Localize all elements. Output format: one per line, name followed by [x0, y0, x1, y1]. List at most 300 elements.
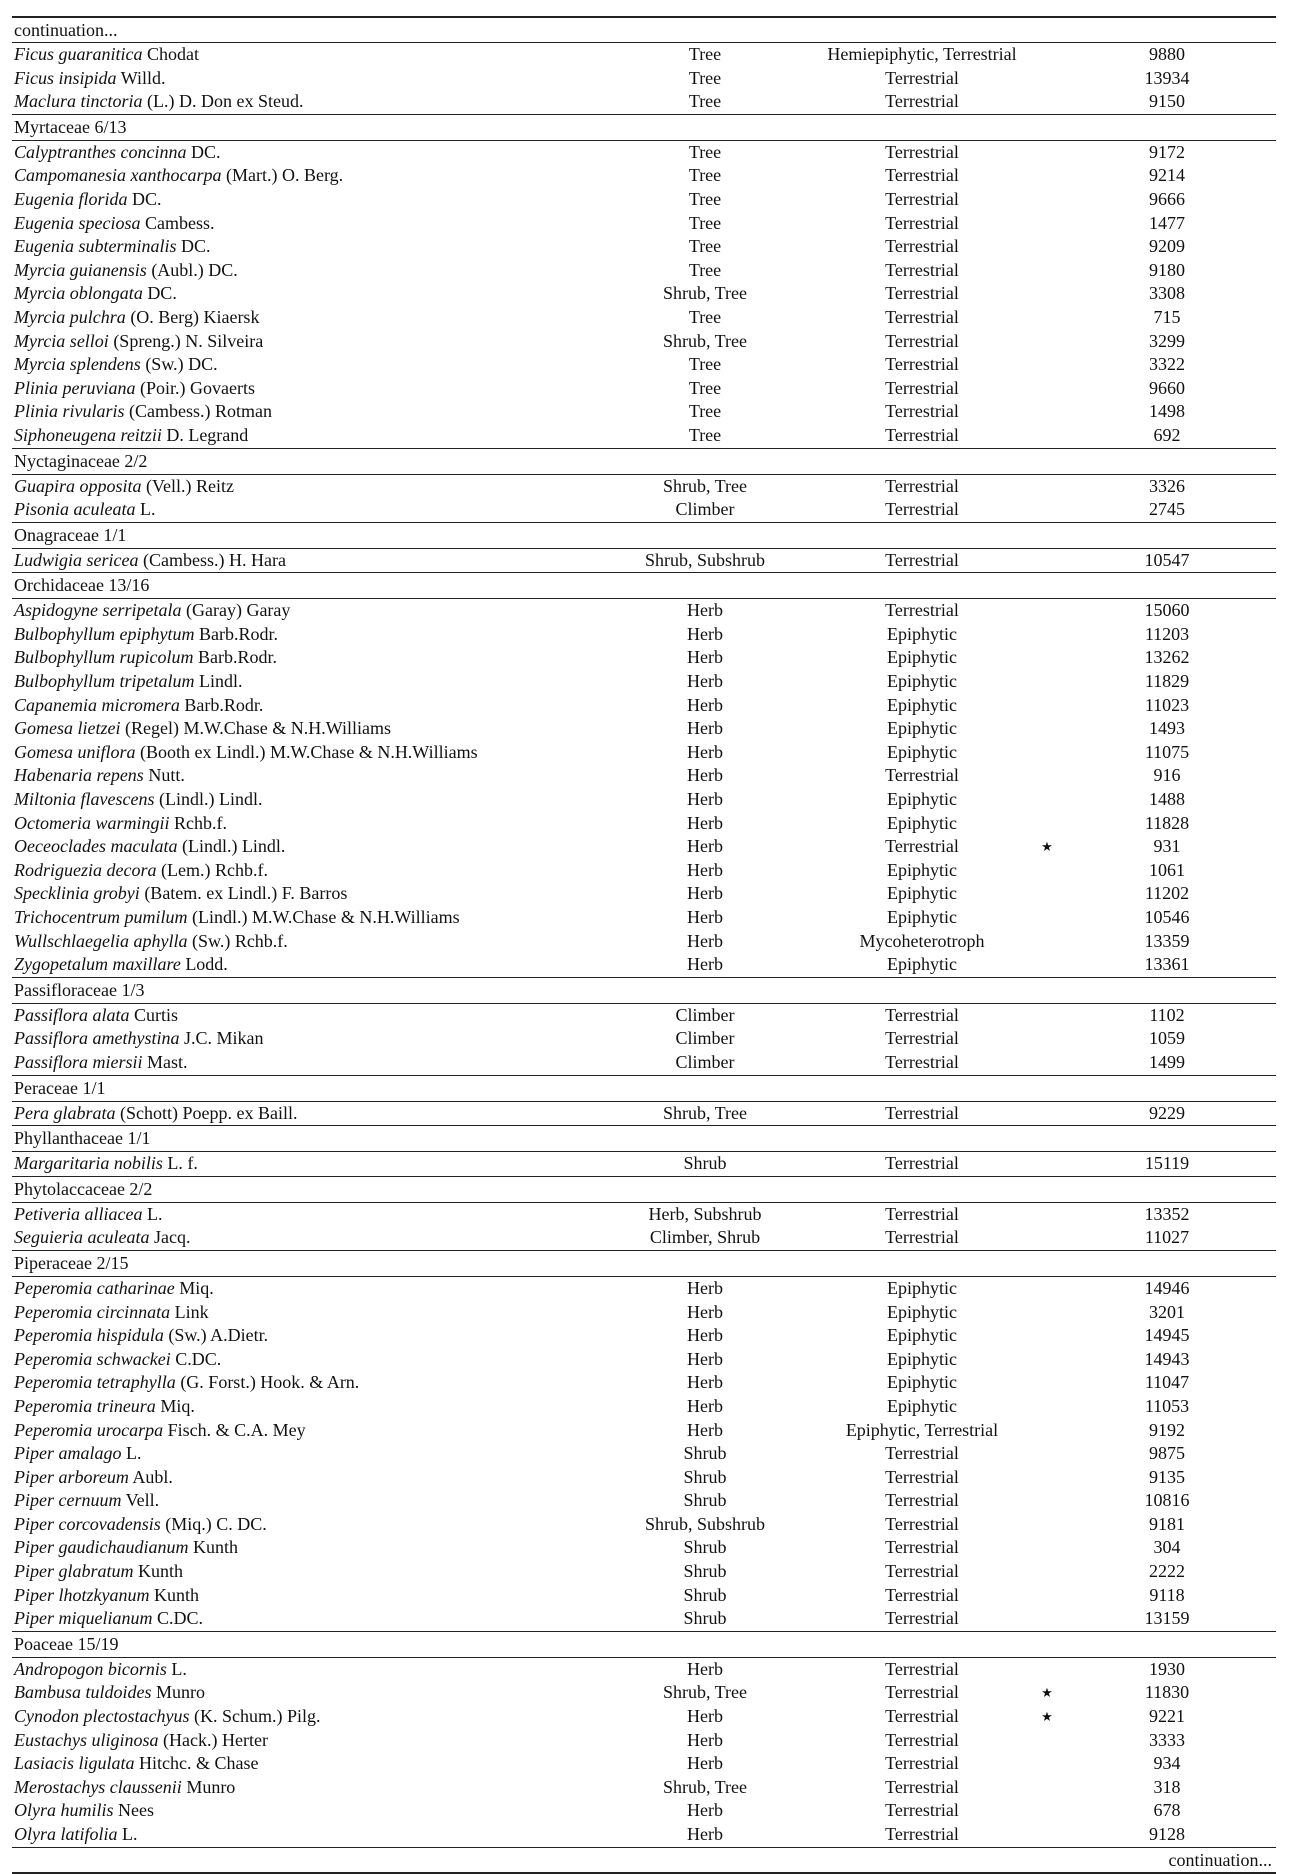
table-row [12, 212, 1276, 236]
habitat: Terrestrial [885, 600, 959, 621]
growth-form: Herb [687, 1301, 723, 1322]
voucher-number: 11053 [1144, 1395, 1190, 1416]
voucher-number: 15060 [1144, 600, 1190, 621]
voucher-number: 931 [1153, 836, 1181, 857]
habitat: Terrestrial [885, 188, 959, 209]
table-row [12, 1584, 1276, 1608]
growth-form: Shrub [683, 1537, 727, 1558]
table-row [12, 330, 1276, 354]
species-author: DC. [181, 236, 211, 257]
species-name [14, 835, 285, 859]
table-row [12, 694, 1276, 718]
species-epithet: Capanemia micromera [14, 694, 180, 715]
table-row [12, 1466, 1276, 1490]
voucher-number: 11202 [1144, 883, 1190, 904]
species-name [14, 1466, 173, 1490]
species-name [14, 670, 242, 694]
voucher-number: 1930 [1149, 1658, 1185, 1679]
family-name: Phytolaccaceae 2/2 [14, 1178, 153, 1199]
species-author: (G. Forst.) Hook. & Arn. [180, 1372, 360, 1393]
species-author: (Lindl.) Lindl. [181, 836, 286, 857]
species-name [14, 1277, 214, 1301]
species-author: L. f. [167, 1153, 198, 1174]
table-row [12, 1301, 1276, 1325]
table-row [12, 1102, 1276, 1126]
species-name [14, 1348, 221, 1372]
habitat: Terrestrial [885, 354, 959, 375]
species-author: Chodat [147, 44, 199, 64]
habitat: Terrestrial [885, 67, 959, 88]
growth-form: Tree [688, 165, 722, 186]
family-name: Myrtaceae 6/13 [14, 116, 127, 137]
species-author: Jacq. [153, 1227, 191, 1248]
table-row [12, 623, 1276, 647]
habitat: Terrestrial [885, 1658, 959, 1679]
species-epithet: Zygopetalum maxillare [14, 954, 181, 975]
species-epithet: Calyptranthes concinna [14, 141, 187, 162]
species-name [14, 1658, 187, 1682]
species-author: Nees [118, 1800, 154, 1821]
voucher-number: 3322 [1149, 354, 1185, 375]
voucher-number: 9214 [1149, 165, 1185, 186]
species-author: (Sw.) DC. [145, 354, 218, 375]
species-name [14, 1301, 209, 1325]
species-author: (Sw.) Rchb.f. [191, 930, 288, 951]
habitat: Epiphytic [887, 1301, 957, 1322]
species-name [14, 90, 303, 114]
voucher-number: 9172 [1149, 141, 1185, 162]
species-name [14, 623, 278, 647]
growth-form: Climber [675, 1051, 735, 1072]
voucher-number: 3308 [1149, 283, 1185, 304]
table-row [12, 282, 1276, 306]
species-epithet: Peperomia urocarpa [14, 1419, 164, 1440]
species-author: (Miq.) C. DC. [165, 1513, 267, 1534]
habitat: Terrestrial [885, 1203, 959, 1224]
species-name [14, 646, 277, 670]
table-row [12, 1277, 1276, 1301]
voucher-number: 9180 [1149, 259, 1185, 280]
habitat: Terrestrial [885, 377, 959, 398]
species-name [14, 1705, 320, 1729]
voucher-number: 9221 [1149, 1706, 1185, 1727]
voucher-number: 13262 [1144, 647, 1190, 668]
table-row [12, 1489, 1276, 1513]
species-author: D. Legrand [166, 424, 249, 445]
growth-form: Herb [687, 1325, 723, 1346]
table-row [12, 1348, 1276, 1372]
species-epithet: Miltonia flavescens [14, 789, 155, 810]
voucher-number: 678 [1153, 1800, 1181, 1821]
species-author: (Vell.) Reitz [146, 475, 234, 496]
species-epithet: Ficus insipida [14, 67, 117, 88]
voucher-number: 1102 [1149, 1004, 1185, 1025]
species-epithet: Aspidogyne serripetala [14, 600, 182, 621]
habitat: Terrestrial [885, 91, 959, 112]
table-row [12, 835, 1276, 859]
species-table [12, 16, 1276, 1874]
voucher-number: 10546 [1144, 907, 1190, 927]
species-epithet: Andropogon bicornis [14, 1658, 167, 1679]
species-epithet: Eugenia florida [14, 188, 128, 209]
voucher-number: 916 [1153, 765, 1181, 786]
growth-form: Herb [687, 1753, 723, 1774]
species-epithet: Myrcia oblongata [14, 283, 143, 304]
species-epithet: Eugenia speciosa [14, 212, 141, 233]
habitat: Terrestrial [885, 1443, 959, 1464]
voucher-number: 14946 [1144, 1277, 1190, 1298]
species-epithet: Passiflora miersii [14, 1051, 143, 1072]
species-epithet: Bulbophyllum epiphytum [14, 623, 195, 644]
species-epithet: Piper miquelianum [14, 1608, 153, 1629]
table-row [12, 646, 1276, 670]
voucher-number: 9128 [1149, 1824, 1185, 1844]
species-name [14, 1536, 238, 1560]
voucher-number: 1059 [1149, 1028, 1185, 1049]
voucher-number: 11828 [1144, 812, 1190, 833]
voucher-number: 11203 [1144, 623, 1190, 644]
growth-form: Herb [687, 600, 723, 621]
table-row [12, 1203, 1276, 1227]
growth-form: Shrub, Subshrub [644, 1513, 765, 1534]
voucher-number: 9192 [1149, 1419, 1185, 1440]
growth-form: Herb [687, 789, 723, 810]
habitat: Terrestrial [885, 330, 959, 351]
species-name [14, 694, 263, 718]
species-epithet: Ficus guaranitica [14, 44, 143, 64]
family-name: Poaceae 15/19 [14, 1633, 119, 1654]
species-epithet: Piper arboreum [14, 1466, 129, 1487]
growth-form: Herb [687, 718, 723, 739]
species-author: (Cambess.) H. Hara [143, 549, 286, 570]
species-name [14, 282, 177, 306]
species-name [14, 330, 263, 354]
table-row [12, 424, 1276, 448]
growth-form: Herb [687, 907, 723, 927]
voucher-number: 1498 [1149, 401, 1185, 422]
voucher-number: 11075 [1144, 741, 1190, 762]
habitat: Epiphytic [887, 1372, 957, 1393]
species-epithet: Piper lhotzkyanum [14, 1584, 150, 1605]
species-name [14, 1442, 142, 1466]
habitat: Terrestrial [885, 1153, 959, 1174]
growth-form: Tree [688, 141, 722, 162]
species-author: Curtis [134, 1004, 179, 1025]
growth-form: Herb [687, 836, 723, 857]
habitat: Terrestrial [885, 1824, 959, 1844]
voucher-number: 9135 [1149, 1466, 1185, 1487]
table-row [12, 1513, 1276, 1537]
voucher-number: 15119 [1144, 1153, 1190, 1174]
species-epithet: Bambusa tuldoides [14, 1682, 152, 1703]
species-author: Link [174, 1301, 209, 1322]
species-author: (K. Schum.) Pilg. [193, 1706, 321, 1727]
species-name [14, 1681, 205, 1705]
species-epithet: Gomesa lietzei [14, 718, 121, 739]
species-name [14, 741, 478, 765]
species-name [14, 859, 268, 883]
species-epithet: Piper gaudichaudianum [14, 1537, 189, 1558]
table-row [12, 1371, 1276, 1395]
growth-form: Herb [687, 1706, 723, 1727]
habitat: Terrestrial [885, 549, 959, 570]
species-epithet: Oeceoclades maculata [14, 836, 178, 857]
table-row [12, 353, 1276, 377]
growth-form: Shrub, Subshrub [644, 549, 765, 570]
species-name [14, 599, 290, 623]
voucher-number: 13934 [1144, 67, 1190, 88]
species-epithet: Peperomia tetraphylla [14, 1372, 176, 1393]
species-author: Rchb.f. [174, 812, 227, 833]
species-name [14, 882, 347, 906]
family-name: Phyllanthaceae 1/1 [14, 1128, 151, 1149]
species-epithet: Guapira opposita [14, 475, 142, 496]
table-row [12, 788, 1276, 812]
species-name [14, 1729, 268, 1753]
table-row [12, 1442, 1276, 1466]
voucher-number: 10816 [1144, 1490, 1190, 1511]
table-row [12, 1681, 1276, 1705]
growth-form: Shrub [683, 1153, 727, 1174]
voucher-number: 1499 [1149, 1051, 1185, 1072]
continuation-label: continuation... [14, 20, 118, 40]
table-row [12, 259, 1276, 283]
growth-form: Tree [688, 236, 722, 257]
habitat: Terrestrial [885, 1776, 959, 1797]
species-author: Munro [156, 1682, 205, 1703]
species-epithet: Lasiacis ligulata [14, 1753, 135, 1774]
growth-form: Herb [687, 694, 723, 715]
species-name [14, 717, 391, 741]
growth-form: Herb [687, 1824, 723, 1844]
species-author: Kunth [153, 1584, 199, 1605]
habitat: Epiphytic [887, 789, 957, 810]
family-name: Passifloraceae 1/3 [14, 979, 145, 1000]
species-name [14, 1560, 183, 1584]
table-row [12, 549, 1276, 573]
growth-form: Herb [687, 883, 723, 904]
species-epithet: Cynodon plectostachyus [14, 1706, 190, 1727]
habitat: Epiphytic [887, 1395, 957, 1416]
species-epithet: Piper corcovadensis [14, 1513, 161, 1534]
species-author: Miq. [160, 1395, 195, 1416]
habitat: Epiphytic [887, 907, 957, 927]
habitat: Terrestrial [885, 259, 959, 280]
table-row [12, 599, 1276, 623]
species-author: (Mart.) O. Berg. [225, 165, 344, 186]
species-name [14, 1395, 195, 1419]
habitat: Epiphytic [887, 647, 957, 668]
table-row [12, 741, 1276, 765]
species-epithet: Olyra latifolia [14, 1824, 118, 1844]
species-author: (Booth ex Lindl.) M.W.Chase & N.H.Williams [140, 741, 478, 762]
table-row [12, 164, 1276, 188]
voucher-number: 3299 [1149, 330, 1185, 351]
continuation-footer-row [12, 1847, 1276, 1874]
family-header-row [12, 1631, 1276, 1658]
growth-form: Herb [687, 812, 723, 833]
species-author: (Sw.) A.Dietr. [168, 1325, 269, 1346]
habitat: Epiphytic [887, 694, 957, 715]
table-row [12, 141, 1276, 165]
voucher-number: 14943 [1144, 1348, 1190, 1369]
species-epithet: Siphoneugena reitzii [14, 424, 162, 445]
table-row [12, 43, 1276, 67]
habitat: Epiphytic [887, 1348, 957, 1369]
species-epithet: Octomeria warmingii [14, 812, 170, 833]
species-name [14, 1419, 306, 1443]
family-header-row [12, 522, 1276, 549]
table-row [12, 498, 1276, 522]
species-name [14, 1371, 359, 1395]
species-epithet: Specklinia grobyi [14, 883, 140, 904]
voucher-number: 11830 [1144, 1682, 1190, 1703]
habitat: Terrestrial [885, 1800, 959, 1821]
voucher-number: 13159 [1144, 1608, 1190, 1629]
table-row [12, 1823, 1276, 1847]
habitat: Epiphytic, Terrestrial [845, 1419, 999, 1440]
species-epithet: Eustachys uliginosa [14, 1729, 159, 1750]
species-author: (Lem.) Rchb.f. [160, 859, 268, 880]
species-author: Kunth [192, 1537, 238, 1558]
species-epithet: Plinia rivularis [14, 401, 125, 422]
table-row [12, 1027, 1276, 1051]
growth-form: Tree [688, 67, 722, 88]
growth-form: Shrub, Tree [662, 1776, 747, 1797]
habitat: Terrestrial [885, 401, 959, 422]
growth-form: Shrub [683, 1490, 727, 1511]
species-name [14, 788, 262, 812]
growth-form: Shrub, Tree [662, 1102, 747, 1123]
growth-form: Tree [688, 424, 722, 445]
voucher-number: 3326 [1149, 475, 1185, 496]
species-epithet: Peperomia catharinae [14, 1277, 175, 1298]
species-author: (Garay) Garay [185, 600, 291, 621]
growth-form: Herb [687, 1395, 723, 1416]
habitat: Epiphytic [887, 859, 957, 880]
star-icon: ★ [1041, 839, 1053, 855]
table-row [12, 1560, 1276, 1584]
growth-form: Tree [688, 354, 722, 375]
habitat: Epiphytic [887, 741, 957, 762]
table-row [12, 1776, 1276, 1800]
habitat: Terrestrial [885, 1561, 959, 1582]
voucher-number: 9880 [1149, 44, 1185, 64]
voucher-number: 11027 [1144, 1227, 1190, 1248]
species-author: (Cambess.) Rotman [129, 401, 272, 422]
habitat: Terrestrial [885, 1706, 959, 1727]
growth-form: Shrub [683, 1584, 727, 1605]
species-epithet: Myrcia pulchra [14, 306, 126, 327]
family-name: Piperaceae 2/15 [14, 1252, 129, 1273]
table-row [12, 1607, 1276, 1631]
species-name [14, 1776, 235, 1800]
growth-form: Herb [687, 1729, 723, 1750]
habitat: Epiphytic [887, 883, 957, 904]
species-author: Fisch. & C.A. Mey [167, 1419, 306, 1440]
table-row [12, 188, 1276, 212]
voucher-number: 11023 [1144, 694, 1190, 715]
table-row [12, 1395, 1276, 1419]
species-name [14, 1102, 297, 1126]
species-epithet: Eugenia subterminalis [14, 236, 177, 257]
table-row [12, 377, 1276, 401]
family-name: Peraceae 1/1 [14, 1077, 106, 1098]
table-row [12, 1536, 1276, 1560]
table-row [12, 475, 1276, 499]
habitat: Terrestrial [885, 141, 959, 162]
species-epithet: Maclura tinctoria [14, 91, 143, 112]
habitat: Terrestrial [885, 1608, 959, 1629]
habitat: Terrestrial [885, 1004, 959, 1025]
species-author: C.DC. [156, 1608, 203, 1629]
species-name [14, 1027, 264, 1051]
family-header-row [12, 572, 1276, 599]
species-epithet: Merostachys claussenii [14, 1776, 182, 1797]
species-epithet: Campomanesia xanthocarpa [14, 165, 222, 186]
family-name: Nyctaginaceae 2/2 [14, 450, 148, 471]
species-name [14, 1607, 203, 1631]
voucher-number: 10547 [1144, 549, 1190, 570]
species-name [14, 764, 185, 788]
growth-form: Herb [687, 859, 723, 880]
species-author: L. [122, 1824, 138, 1844]
habitat: Epiphytic [887, 1325, 957, 1346]
species-epithet: Passiflora amethystina [14, 1028, 180, 1049]
table-row [12, 930, 1276, 954]
table-row [12, 1324, 1276, 1348]
species-epithet: Margaritaria nobilis [14, 1153, 163, 1174]
table-row [12, 1705, 1276, 1729]
species-author: Aubl. [132, 1466, 173, 1487]
growth-form: Herb [687, 1348, 723, 1369]
species-name [14, 1799, 154, 1823]
species-author: Miq. [179, 1277, 214, 1298]
species-epithet: Olyra humilis [14, 1800, 114, 1821]
growth-form: Tree [688, 212, 722, 233]
family-header-row [12, 977, 1276, 1004]
species-name [14, 1051, 188, 1075]
habitat: Terrestrial [885, 306, 959, 327]
growth-form: Climber, Shrub [649, 1227, 761, 1248]
voucher-number: 1061 [1149, 859, 1185, 880]
continuation-header-row [12, 16, 1276, 43]
species-author: (Lindl.) Lindl. [158, 789, 263, 810]
habitat: Epiphytic [887, 623, 957, 644]
habitat: Terrestrial [885, 283, 959, 304]
voucher-number: 715 [1153, 306, 1181, 327]
species-author: C.DC. [175, 1348, 222, 1369]
species-epithet: Piper glabratum [14, 1561, 134, 1582]
species-name [14, 549, 286, 573]
species-name [14, 141, 221, 165]
voucher-number: 318 [1153, 1776, 1181, 1797]
table-row [12, 1226, 1276, 1250]
species-name [14, 930, 288, 954]
table-row [12, 306, 1276, 330]
table-row [12, 1051, 1276, 1075]
voucher-number: 14945 [1144, 1325, 1190, 1346]
species-epithet: Seguieria aculeata [14, 1227, 150, 1248]
species-epithet: Habenaria repens [14, 765, 144, 786]
table-row [12, 1419, 1276, 1443]
growth-form: Shrub, Tree [662, 283, 747, 304]
habitat: Epiphytic [887, 671, 957, 692]
species-author: Barb.Rodr. [184, 694, 264, 715]
family-header-row [12, 1176, 1276, 1203]
species-epithet: Trichocentrum pumilum [14, 907, 188, 927]
growth-form: Herb [687, 1372, 723, 1393]
